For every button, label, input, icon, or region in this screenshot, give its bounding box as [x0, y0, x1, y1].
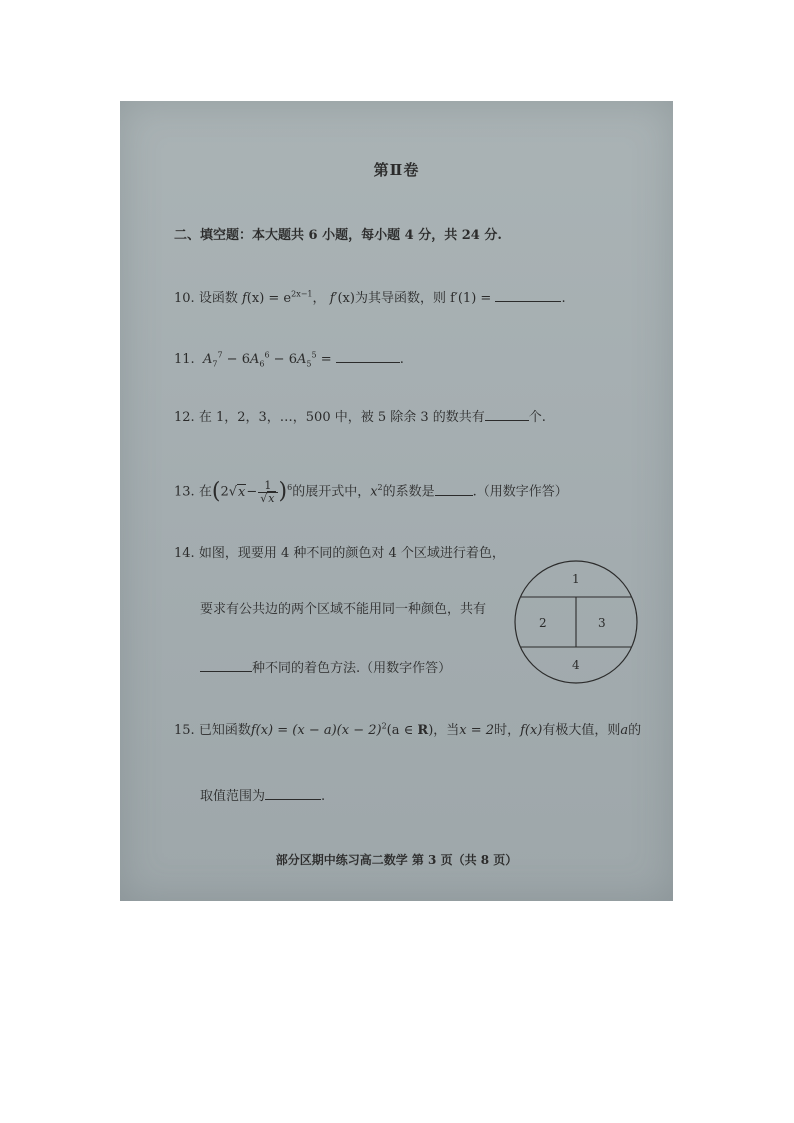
- question-number: 13.: [174, 484, 195, 500]
- region-label-3: 3: [598, 616, 606, 630]
- region-label-4: 4: [572, 658, 580, 672]
- question-number: 11.: [174, 352, 195, 367]
- answer-blank[interactable]: [336, 350, 400, 363]
- question-14-line-1: 14. 如图，现要用 4 种不同的颜色对 4 个区域进行着色，: [174, 546, 505, 561]
- question-13: 13. 在(2√x− $\frac{1}{√x}$ )$^6$的展开式中，$x^2$的系数是 .（用数字作答）: [174, 478, 568, 505]
- question-11: 11. $A_7^7 - 6A_6^6 - 6A_5^5$ = .: [174, 350, 404, 369]
- region-label-2: 2: [539, 616, 547, 630]
- exam-page: [120, 101, 673, 901]
- fraction: $\frac{1}{√x}$: [258, 480, 277, 505]
- question-15-line-1: 15. 已知函数$f(x) = (x - a)(x - 2)^2(a$ ∈ R)，当x = 2时，f(x)有极大值，则a的: [174, 721, 642, 738]
- answer-blank[interactable]: [435, 483, 473, 496]
- region-label-1: 1: [572, 572, 580, 586]
- answer-blank[interactable]: [495, 289, 561, 302]
- question-14-line-2: 要求有公共边的两个区域不能用同一种颜色，共有: [200, 602, 487, 617]
- question-number: 14.: [174, 546, 195, 561]
- question-number: 10.: [174, 291, 195, 306]
- answer-blank[interactable]: [265, 787, 321, 800]
- question-number: 12.: [174, 410, 195, 425]
- page-footer: 部分区期中练习高二数学 第 3 页（共 8 页）: [275, 853, 518, 867]
- page-title: 第Ⅱ卷: [373, 161, 420, 179]
- question-10: 10. 设函数 $f(x) = e^{2x-1}$， f′(x)为其导函数，则 f′(1) = .: [174, 289, 566, 306]
- circle-region-figure: [513, 559, 639, 685]
- question-15-line-2: 取值范围为 .: [200, 789, 326, 804]
- section-heading: 二、填空题：本大题共 6 小题，每小题 4 分，共 24 分.: [174, 228, 502, 243]
- question-12: 12. 在 1，2，3，…，500 中，被 5 除余 3 的数共有 个.: [174, 410, 546, 425]
- answer-blank[interactable]: [200, 659, 252, 672]
- question-number: 15.: [174, 723, 195, 738]
- answer-blank[interactable]: [485, 408, 529, 421]
- question-14-line-3: 种不同的着色方法.（用数字作答）: [200, 659, 451, 678]
